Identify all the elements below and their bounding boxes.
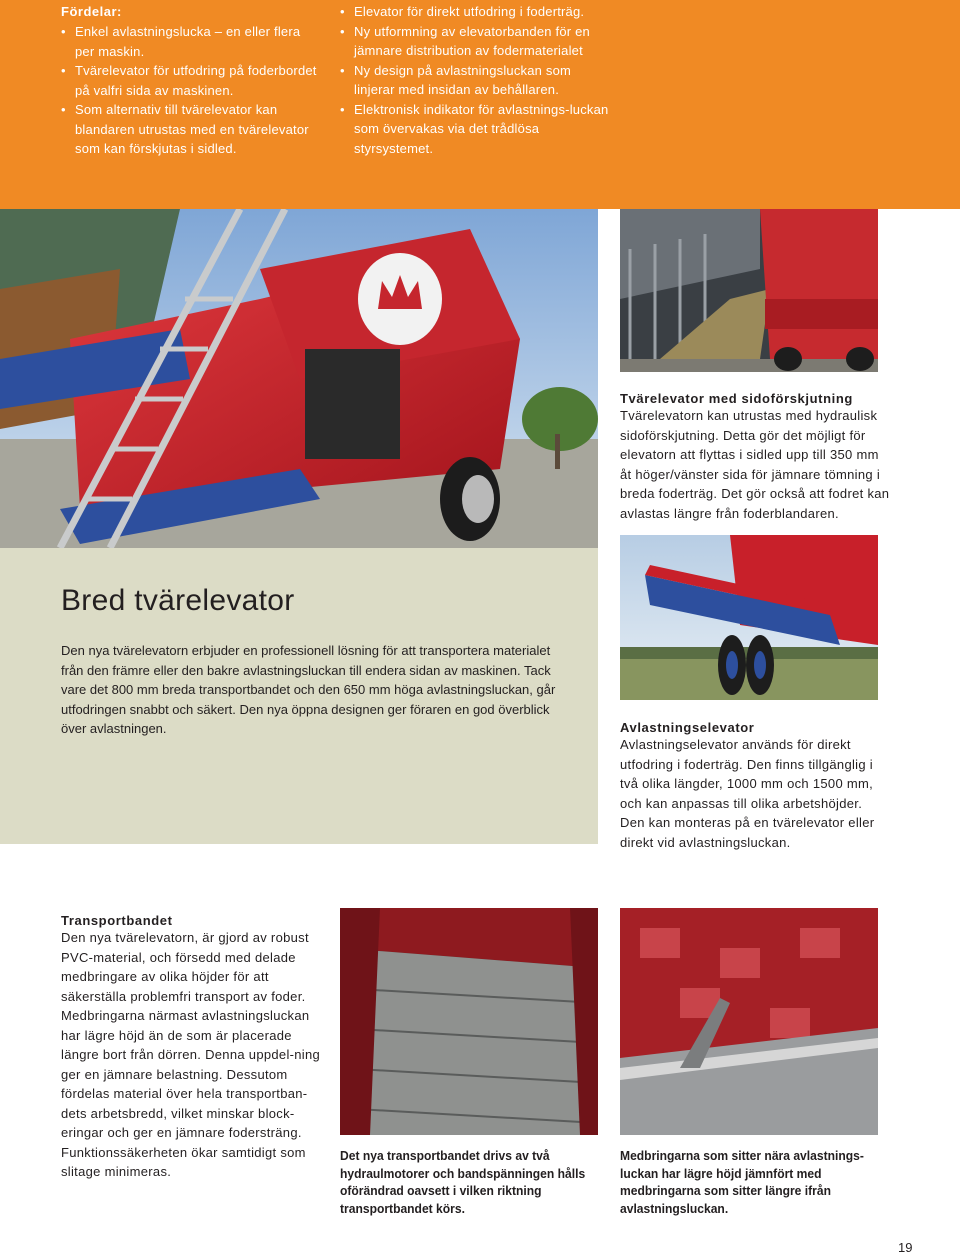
advantage-item: • Elevator för direkt utfodring i foderträg. (340, 2, 610, 22)
advantages-title: Fördelar: (61, 4, 122, 19)
advantage-item: • Enkel avlastningslucka – en eller flera per maskin. (61, 22, 323, 61)
side-shift-text: Tvärelevatorn kan utrustas med hydraulisk sidoförskjutning. Detta gör det möjligt för elevatorn att flyttas i sidled upp till 350 mm åt höger/vänster sida för jämnare tömning i breda foderträg. Det gör också att fodret kan avlastas längre från foderblandaren. (620, 408, 890, 521)
side-shift-title: Tvärelevator med sidoförskjutning (620, 391, 853, 406)
conveyor-text: Den nya tvärelevatorn, är gjord av robust PVC-material, och försedd med delade medbringare av olika höjder för att säkerställa problemfri transport av foder. Medbringarna närmast avlastningsluckan har lägre höjd än de som är placerade längre bort från dörren. Denna uppdel-ning ger en jämnare belastning. Dessutom fördelas material över hela transportban-dets arbetsbredd, vilket minskar block-eringar och ger en jämnare fodersträng. Funktionssäkerheten ökar samtidigt som slitage minimeras. (61, 930, 321, 1179)
feed-mixer-photo (0, 209, 598, 548)
unload-elevator-section (620, 720, 890, 852)
barn-feeding-photo (620, 209, 878, 372)
conveyor-section (61, 913, 323, 1182)
belt-caption: Det nya transportbandet drivs av två hydraulmotorer och bandspänningen hålls oförändrad oavsett i vilken riktning transportbandet körs. (340, 1148, 586, 1216)
advantage-item: • Som alternativ till tvärelevator kan blandaren utrustas med en tvärelevator som kan förskjutas i sidled. (61, 100, 323, 159)
conveyor-title: Transportbandet (61, 913, 173, 928)
advantages-list-right (340, 2, 610, 158)
paddle-caption: Medbringarna som sitter nära avlastnings-luckan har lägre höjd jämnfört med medbringarna som sitter längre ifrån avlastningsluckan. (620, 1148, 864, 1216)
advantage-item: • Tvärelevator för utfodring på foderbordet på valfri sida av maskinen. (61, 61, 323, 100)
page-number: 19 (898, 1240, 913, 1255)
elevator-photo (620, 535, 878, 700)
page-title: Bred tvärelevator (61, 584, 295, 617)
advantage-item: • Ny utformning av elevatorbanden för en jämnare distribution av fodermaterialet (340, 22, 610, 61)
advantage-item: • Ny design på avlastningsluckan som linjerar med insidan av behållaren. (340, 61, 610, 100)
advantage-item: • Elektronisk indikator för avlastnings-luckan som övervakas via det trådlösa styrsystemet. (340, 100, 610, 159)
side-shift-section (620, 391, 890, 523)
unload-elevator-text: Avlastningselevator används för direkt utfodring i foderträg. Den finns tillgänglig i två olika längder, 1000 mm och 1500 mm, och kan anpassas till olika arbetshöjder. Den kan monteras på en tvärelevator eller direkt vid avlastningsluckan. (620, 737, 875, 850)
advantages-list-left (61, 22, 323, 159)
unload-elevator-title: Avlastningselevator (620, 720, 755, 735)
intro-text: Den nya tvärelevatorn erbjuder en professionell lösning för att transportera materialet från den främre eller den bakre avlastningsluckan till endera sidan av maskinen. Tack vare det 800 mm breda transportbandet och den 650 mm höga avlastningsluckan, går utfodringen snabbt och säkert. Den nya öppna designen ger föraren en god överblick över avlastningen. (61, 643, 556, 736)
paddle-photo (620, 908, 878, 1135)
conveyor-belt-photo (340, 908, 598, 1135)
